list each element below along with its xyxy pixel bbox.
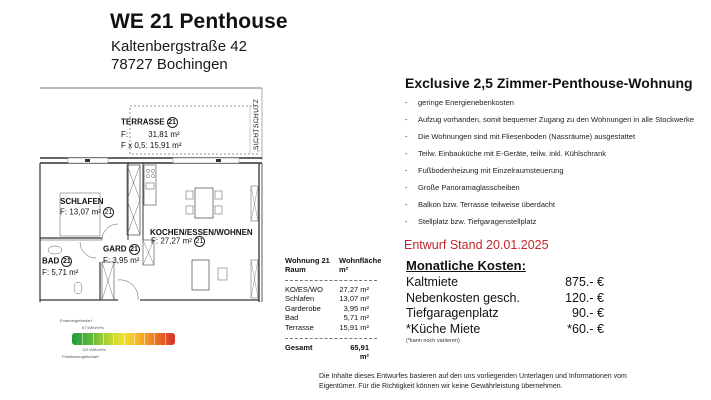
draft-date-note: Entwurf Stand 20.01.2025 [404,238,549,252]
costs-footnote: (*kann noch variieren) [406,338,460,344]
terrace-area: F: 31,81 m² [121,130,180,139]
living-label: KOCHEN/ESSEN/WOHNEN [150,228,253,237]
unit-badge: 21 [62,258,71,265]
divider [285,280,377,281]
page-title: WE 21 Penthouse [110,10,288,33]
terrace-label: TERRASSE 21 [121,117,176,127]
unit-badge: 21 [195,238,204,245]
table-row: Bad 5,71 m² [285,313,369,323]
monthly-costs-title: Monatliche Kosten: [406,258,526,273]
monthly-costs-table [406,275,604,337]
street-address: Kaltenbergstraße 42 [111,38,247,55]
list-item: - Große Panoramaglasscheiben [405,183,520,192]
list-item: - Teilw. Einbauküche mit E-Geräte, teilw. inkl. Kühlschrank [405,149,607,158]
list-item: - Die Wohnungen sind mit Fliesenboden (Nassräume) ausgestattet [405,132,636,141]
list-item: - Stellplatz bzw. Tiefgaragenstellplatz [405,217,537,226]
list-item: - Balkon bzw. Terrasse teilweise überdacht [405,200,556,209]
cost-row: Tiefgaragenplatz 90.- € [406,306,604,320]
terrace-half-area: F x 0,5: 15,91 m² [121,141,182,150]
final-energy-value: 67 kWh/m²a [82,325,104,330]
list-item: - Fußbodenheizung mit Einzelraumsteuerung [405,166,564,175]
disclaimer: Die Inhalte dieses Entwurfes basieren auf den uns vorliegenden Unterlagen und Informationen vom Eigentümer. Für die Richtigkeit können wir keine Gewährleistung übernehmen. [319,373,627,390]
bedroom-label: SCHLAFEN [60,197,104,206]
living-area: F: 27,27 m² 21 [151,236,204,246]
primary-energy-value: 119 kWh/m²a [82,347,106,352]
wardrobe-area: F: 3,95 m² [103,256,140,265]
cost-row: *Küche Miete *60.- € [406,321,604,336]
wardrobe-label: GARD 21 [103,244,138,254]
bath-area: F: 5,71 m² [42,268,79,277]
table-row: Schlafen 13,07 m² [285,294,369,304]
privacy-screen-label: SICHTSCHUTZ [253,98,260,150]
bedroom-area: F: 13,07 m² 21 [60,207,113,217]
features-heading: Exclusive 2,5 Zimmer-Penthouse-Wohnung [405,75,693,91]
cost-row: Nebenkosten gesch. 120.- € [406,290,604,305]
floor-plan [0,80,290,310]
list-item: - Aufzug vorhanden, somit bequemer Zugang zu den Wohnungen in alle Stockwerke [405,115,694,124]
table-row: Garderobe 3,95 m² [285,303,369,313]
city-address: 78727 Bochingen [111,56,228,73]
unit-badge: 21 [130,246,138,253]
unit-badge: 21 [104,209,113,216]
energy-rating-scale [60,318,190,363]
list-item: - geringe Energienebenkosten [405,98,514,107]
divider [285,338,377,339]
bath-label: BAD 21 [42,256,71,266]
table-total-row: Gesamt 65,91 m² [285,343,369,362]
table-row: KO/ES/WO 27,27 m² [285,285,369,294]
features-list [405,98,705,234]
area-table: Wohnung 21 Wohnfläche Raum m² KO/ES/WO 27,27 m² Schlafen 13,07 m² Garderobe 3,95 m² Bad 5,71 m² Terrasse 15,91 m² Gesamt 65,91 m² [285,256,385,362]
cost-row: Kaltmiete 875.- € [406,275,604,289]
primary-energy-label: Primärenergiebedarf [62,354,99,359]
energy-bar [72,333,175,345]
unit-badge: 21 [168,119,176,126]
table-row: Terrasse 15,91 m² [285,322,369,332]
final-energy-label: Endenergiebedarf [60,318,92,323]
